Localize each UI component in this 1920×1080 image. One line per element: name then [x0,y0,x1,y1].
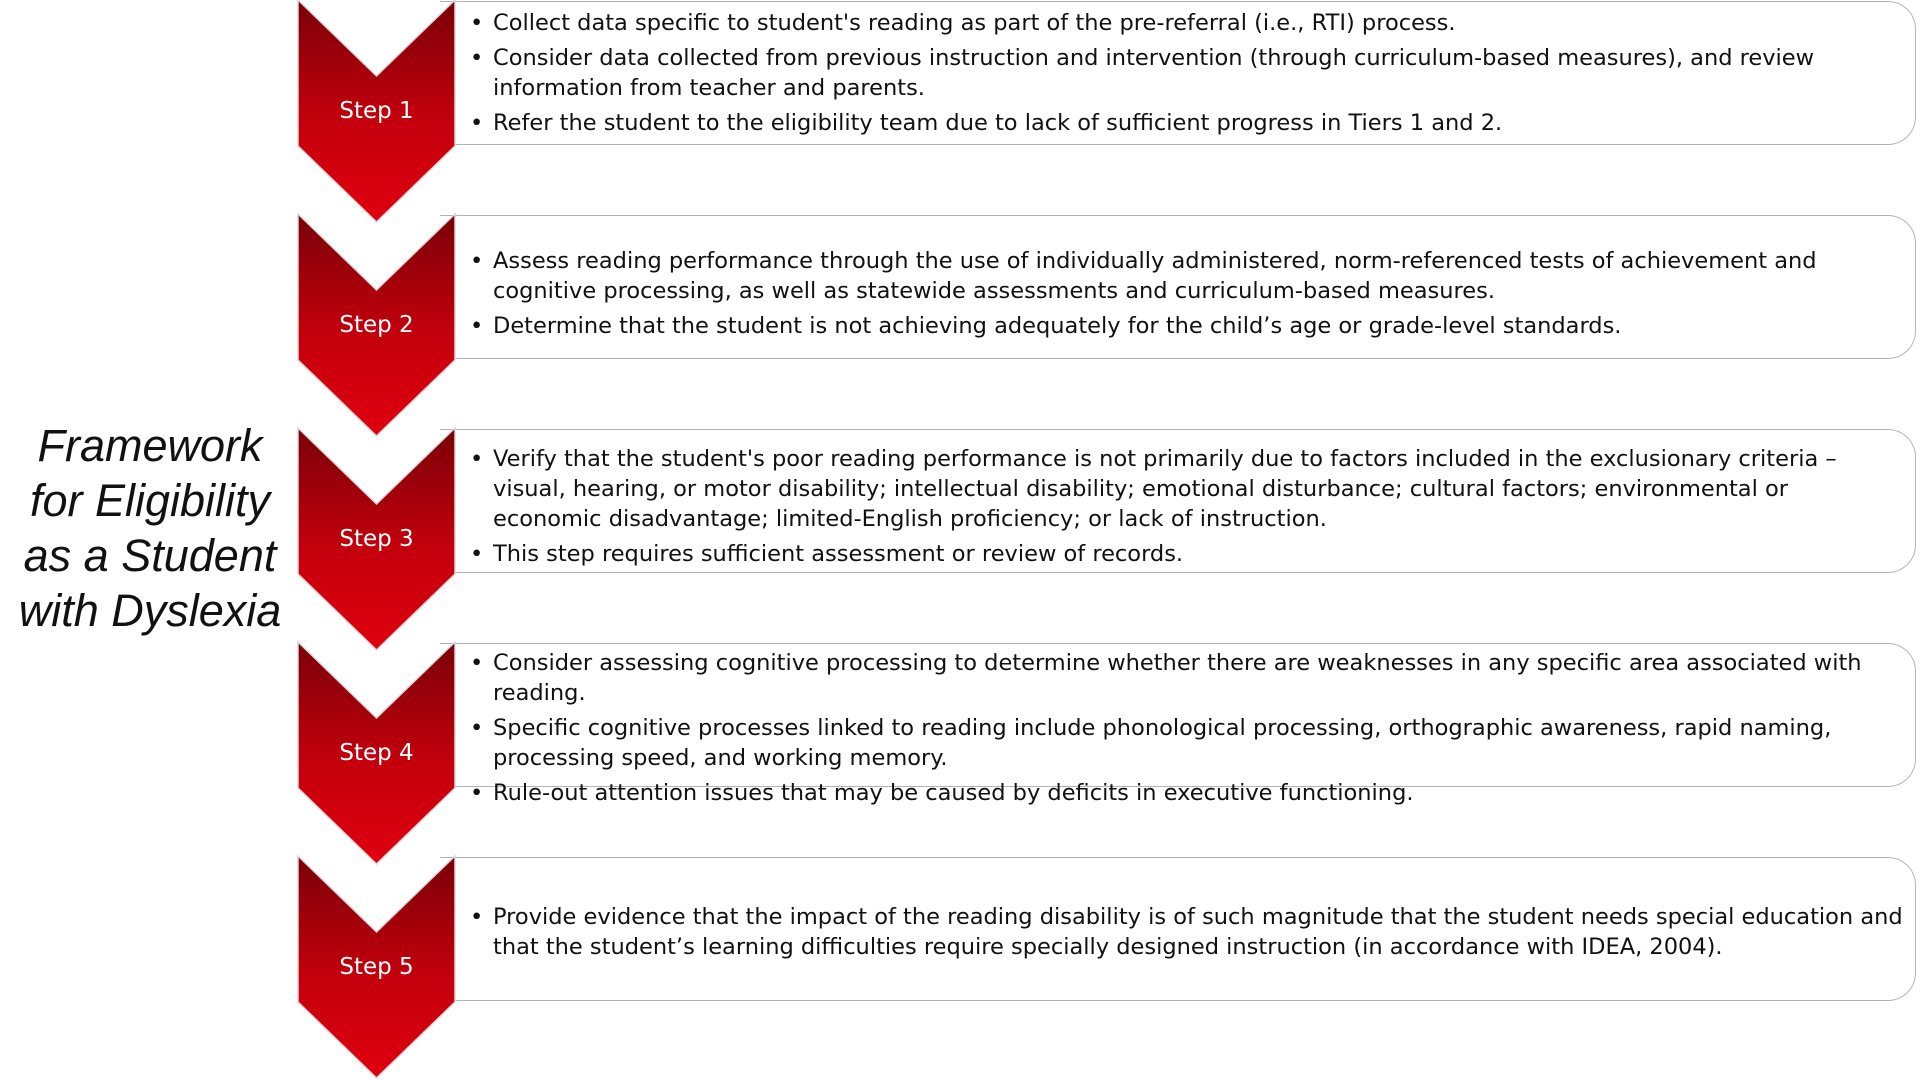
step-bullet-item: • Refer the student to the eligibility team due to lack of sufficient progress in Tiers 1 and 2. [470,108,1903,138]
step-bullet-item: • Assess reading performance through the use of individually administered, norm-referenced tests of achievement and cognitive processing, as well as statewide assessments and curriculum-based measures. [470,246,1903,306]
framework-title-line: Framework [37,420,263,471]
step-bullet-item: • Consider data collected from previous instruction and intervention (through curriculum-based measures), and review information from teacher and parents. [470,43,1903,103]
step-bullet-item: • Consider assessing cognitive processing to determine whether there are weaknesses in any specific area associated with reading. [470,648,1903,708]
step-bullet-item: • Specific cognitive processes linked to reading include phonological processing, orthographic awareness, rapid naming, processing speed, and working memory. [470,713,1903,773]
step-label: Step 5 [339,954,414,980]
step-bullet-item: • This step requires sufficient assessment or review of records. [470,539,1903,569]
step-bullet-item: • Determine that the student is not achieving adequately for the child’s age or grade-level standards. [470,311,1903,341]
step-bullet-item: • Rule-out attention issues that may be caused by deficits in executive functioning. [470,778,1903,808]
framework-title-line: with Dyslexia [18,585,282,636]
step-label: Step 2 [339,312,414,338]
framework-title-line: for Eligibility [29,475,271,526]
step-bullet-item: • Provide evidence that the impact of the reading disability is of such magnitude that the student needs special education and that the student’s learning difficulties require specially designed instruction (in accordance with IDEA, 2004). [470,902,1903,962]
framework-title-line: as a Student [23,530,277,581]
step-label: Step 4 [339,740,414,766]
step-bullet-item: • Collect data specific to student's reading as part of the pre-referral (i.e., RTI) process. [470,8,1903,38]
step-label: Step 1 [339,98,414,124]
step-bullet-item: • Verify that the student's poor reading performance is not primarily due to factors included in the exclusionary criteria – visual, hearing, or motor disability; intellectual disability; emotional disturbance; cultural factors; environmental or economic disadvantage; limited-English proficiency; or lack of instruction. [470,444,1903,534]
step-label: Step 3 [339,526,414,552]
